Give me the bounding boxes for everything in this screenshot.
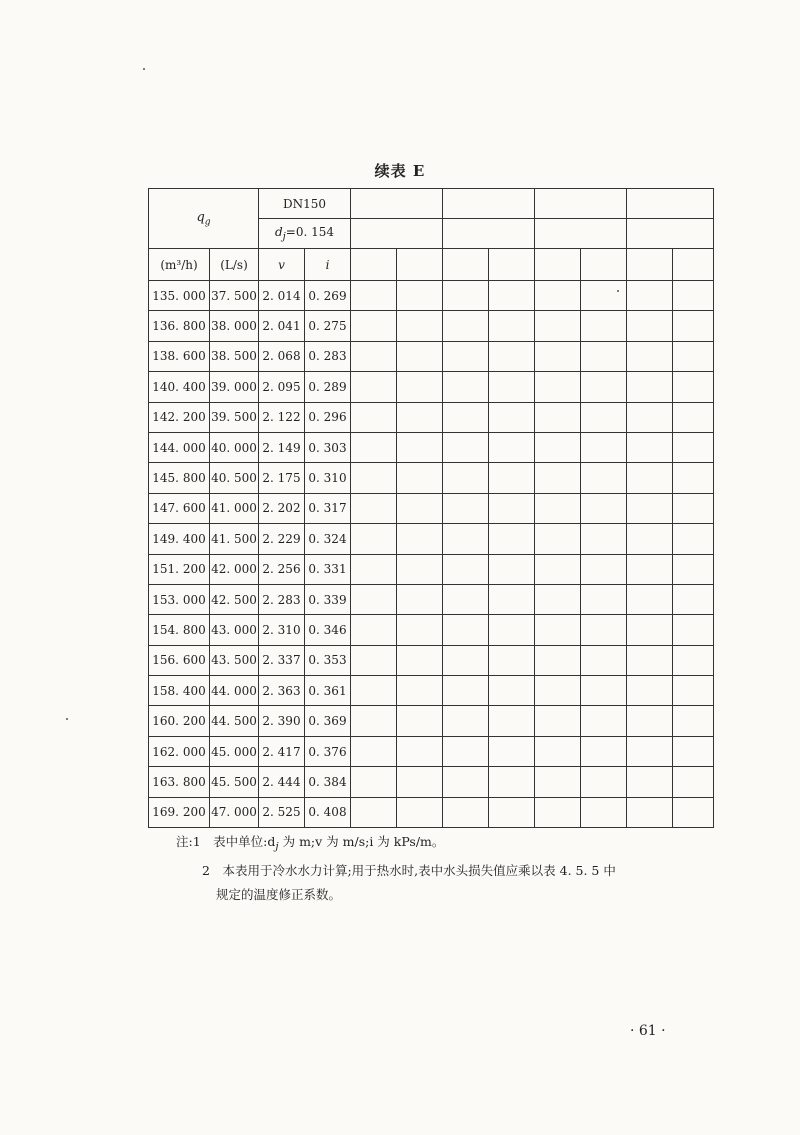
table-row bbox=[149, 281, 714, 311]
table-cell: 138. 600 bbox=[149, 341, 210, 371]
empty-cell bbox=[443, 706, 489, 736]
empty-cell bbox=[673, 249, 714, 281]
table-cell: 0. 310 bbox=[305, 463, 351, 493]
empty-cell bbox=[351, 189, 443, 219]
empty-cell bbox=[627, 341, 673, 371]
empty-cell bbox=[489, 676, 535, 706]
empty-cell bbox=[443, 432, 489, 462]
table-cell: 160. 200 bbox=[149, 706, 210, 736]
table-row bbox=[149, 311, 714, 341]
empty-cell bbox=[397, 402, 443, 432]
table-cell: 2. 390 bbox=[259, 706, 305, 736]
empty-cell bbox=[581, 736, 627, 766]
empty-cell bbox=[627, 249, 673, 281]
scan-speck bbox=[66, 718, 68, 720]
empty-cell bbox=[489, 249, 535, 281]
data-table bbox=[148, 188, 714, 828]
empty-cell bbox=[443, 372, 489, 402]
empty-cell bbox=[351, 372, 397, 402]
table-cell: 2. 202 bbox=[259, 493, 305, 523]
table-cell: 2. 175 bbox=[259, 463, 305, 493]
empty-cell bbox=[535, 463, 581, 493]
empty-cell bbox=[397, 676, 443, 706]
empty-cell bbox=[351, 797, 397, 827]
empty-cell bbox=[351, 524, 397, 554]
empty-cell bbox=[627, 311, 673, 341]
table-row bbox=[149, 615, 714, 645]
empty-cell bbox=[535, 706, 581, 736]
empty-cell bbox=[397, 432, 443, 462]
empty-cell bbox=[535, 524, 581, 554]
empty-cell bbox=[673, 281, 714, 311]
empty-cell bbox=[673, 706, 714, 736]
empty-cell bbox=[443, 676, 489, 706]
empty-cell bbox=[397, 524, 443, 554]
empty-cell bbox=[489, 524, 535, 554]
table-cell: 45. 500 bbox=[210, 767, 259, 797]
empty-cell bbox=[351, 432, 397, 462]
table-row bbox=[149, 493, 714, 523]
empty-cell bbox=[581, 554, 627, 584]
empty-cell bbox=[443, 219, 535, 249]
table-cell: 2. 363 bbox=[259, 676, 305, 706]
table-cell: 140. 400 bbox=[149, 372, 210, 402]
empty-cell bbox=[673, 402, 714, 432]
empty-cell bbox=[397, 706, 443, 736]
empty-cell bbox=[397, 493, 443, 523]
empty-cell bbox=[351, 584, 397, 614]
table-cell: 44. 000 bbox=[210, 676, 259, 706]
empty-cell bbox=[443, 645, 489, 675]
empty-cell bbox=[535, 554, 581, 584]
empty-cell bbox=[581, 645, 627, 675]
table-row bbox=[149, 797, 714, 827]
table-cell: 2. 525 bbox=[259, 797, 305, 827]
empty-cell bbox=[581, 372, 627, 402]
table-cell: 2. 256 bbox=[259, 554, 305, 584]
empty-cell bbox=[535, 736, 581, 766]
empty-cell bbox=[397, 767, 443, 797]
empty-cell bbox=[351, 736, 397, 766]
table-cell: 0. 331 bbox=[305, 554, 351, 584]
empty-cell bbox=[673, 645, 714, 675]
table-cell: 0. 346 bbox=[305, 615, 351, 645]
empty-cell bbox=[489, 645, 535, 675]
empty-cell bbox=[673, 797, 714, 827]
table-cell: 0. 289 bbox=[305, 372, 351, 402]
scan-speck bbox=[143, 68, 145, 70]
table-cell: 0. 376 bbox=[305, 736, 351, 766]
empty-cell bbox=[535, 615, 581, 645]
empty-cell bbox=[351, 219, 443, 249]
table-cell: 136. 800 bbox=[149, 311, 210, 341]
empty-cell bbox=[673, 584, 714, 614]
empty-cell bbox=[581, 463, 627, 493]
table-cell: 145. 800 bbox=[149, 463, 210, 493]
empty-cell bbox=[443, 524, 489, 554]
empty-cell bbox=[489, 402, 535, 432]
table-cell: 40. 500 bbox=[210, 463, 259, 493]
table-cell: 163. 800 bbox=[149, 767, 210, 797]
empty-cell bbox=[627, 219, 714, 249]
empty-cell bbox=[673, 311, 714, 341]
empty-cell bbox=[627, 584, 673, 614]
table-cell: 0. 324 bbox=[305, 524, 351, 554]
empty-cell bbox=[535, 767, 581, 797]
empty-cell bbox=[443, 341, 489, 371]
table-cell: 2. 283 bbox=[259, 584, 305, 614]
empty-cell bbox=[535, 281, 581, 311]
table-cell: 0. 317 bbox=[305, 493, 351, 523]
table-cell: 0. 353 bbox=[305, 645, 351, 675]
empty-cell bbox=[627, 402, 673, 432]
empty-cell bbox=[397, 615, 443, 645]
empty-cell bbox=[581, 402, 627, 432]
table-cell: 153. 000 bbox=[149, 584, 210, 614]
empty-cell bbox=[351, 281, 397, 311]
empty-cell bbox=[673, 372, 714, 402]
empty-cell bbox=[443, 615, 489, 645]
table-row bbox=[149, 524, 714, 554]
table-cell: 162. 000 bbox=[149, 736, 210, 766]
empty-cell bbox=[443, 554, 489, 584]
empty-cell bbox=[535, 676, 581, 706]
empty-cell bbox=[581, 432, 627, 462]
empty-cell bbox=[397, 736, 443, 766]
empty-cell bbox=[489, 341, 535, 371]
page-number: · 61 · bbox=[630, 1023, 666, 1039]
table-cell: 2. 417 bbox=[259, 736, 305, 766]
empty-cell bbox=[351, 311, 397, 341]
empty-cell bbox=[397, 463, 443, 493]
empty-cell bbox=[397, 372, 443, 402]
empty-cell bbox=[489, 463, 535, 493]
table-cell: 2. 095 bbox=[259, 372, 305, 402]
notes bbox=[176, 830, 616, 907]
table-row bbox=[149, 706, 714, 736]
empty-cell bbox=[351, 463, 397, 493]
empty-cell bbox=[443, 797, 489, 827]
qg-header: $q_g$ bbox=[149, 189, 259, 249]
empty-cell bbox=[397, 249, 443, 281]
empty-cell bbox=[489, 767, 535, 797]
table-cell: 2. 149 bbox=[259, 432, 305, 462]
empty-cell bbox=[627, 463, 673, 493]
empty-cell bbox=[627, 736, 673, 766]
empty-cell bbox=[581, 767, 627, 797]
empty-cell bbox=[673, 736, 714, 766]
table-cell: 151. 200 bbox=[149, 554, 210, 584]
empty-cell bbox=[581, 281, 627, 311]
empty-cell bbox=[535, 584, 581, 614]
table-cell: 38. 000 bbox=[210, 311, 259, 341]
empty-cell bbox=[581, 676, 627, 706]
empty-cell bbox=[489, 706, 535, 736]
empty-cell bbox=[351, 767, 397, 797]
table-cell: 169. 200 bbox=[149, 797, 210, 827]
empty-cell bbox=[489, 311, 535, 341]
empty-cell bbox=[535, 189, 627, 219]
empty-cell bbox=[351, 554, 397, 584]
empty-cell bbox=[397, 281, 443, 311]
empty-cell bbox=[443, 767, 489, 797]
empty-cell bbox=[627, 372, 673, 402]
table-row bbox=[149, 402, 714, 432]
table-row bbox=[149, 554, 714, 584]
table-row bbox=[149, 463, 714, 493]
empty-cell bbox=[351, 341, 397, 371]
empty-cell bbox=[535, 372, 581, 402]
empty-cell bbox=[627, 493, 673, 523]
i-header: i bbox=[305, 249, 351, 281]
empty-cell bbox=[535, 645, 581, 675]
empty-cell bbox=[581, 584, 627, 614]
empty-cell bbox=[581, 797, 627, 827]
empty-cell bbox=[581, 493, 627, 523]
empty-cell bbox=[443, 281, 489, 311]
empty-cell bbox=[627, 554, 673, 584]
empty-cell bbox=[673, 676, 714, 706]
dn-header: DN150 bbox=[259, 189, 351, 219]
unit-m3h-header: (m³/h) bbox=[149, 249, 210, 281]
table-cell: 44. 500 bbox=[210, 706, 259, 736]
table-cell: 39. 000 bbox=[210, 372, 259, 402]
empty-cell bbox=[581, 615, 627, 645]
empty-cell bbox=[673, 615, 714, 645]
table-cell: 0. 283 bbox=[305, 341, 351, 371]
table-cell: 0. 275 bbox=[305, 311, 351, 341]
empty-cell bbox=[535, 432, 581, 462]
table-cell: 0. 296 bbox=[305, 402, 351, 432]
table-row bbox=[149, 645, 714, 675]
table-row bbox=[149, 676, 714, 706]
v-header: v bbox=[259, 249, 305, 281]
empty-cell bbox=[443, 249, 489, 281]
scan-speck bbox=[617, 290, 619, 292]
table-cell: 135. 000 bbox=[149, 281, 210, 311]
empty-cell bbox=[397, 554, 443, 584]
table-cell: 142. 200 bbox=[149, 402, 210, 432]
table-cell: 156. 600 bbox=[149, 645, 210, 675]
empty-cell bbox=[489, 372, 535, 402]
note-2-continued: 规定的温度修正系数。 bbox=[216, 886, 342, 902]
table-cell: 154. 800 bbox=[149, 615, 210, 645]
table-cell: 0. 339 bbox=[305, 584, 351, 614]
empty-cell bbox=[535, 219, 627, 249]
note-1: 注:1 表中单位$:d_j$ 为 m;v 为 m/s;i 为 kPs/m。 bbox=[176, 834, 445, 853]
empty-cell bbox=[627, 797, 673, 827]
table-row bbox=[149, 584, 714, 614]
empty-cell bbox=[627, 432, 673, 462]
table-row bbox=[149, 432, 714, 462]
empty-cell bbox=[581, 341, 627, 371]
empty-cell bbox=[489, 281, 535, 311]
empty-cell bbox=[581, 311, 627, 341]
table-cell: 158. 400 bbox=[149, 676, 210, 706]
table-cell: 147. 600 bbox=[149, 493, 210, 523]
note-2: 2 本表用于冷水水力计算;用于热水时,表中水头损失值应乘以表 4. 5. 5 中 bbox=[202, 862, 616, 878]
table-cell: 37. 500 bbox=[210, 281, 259, 311]
table-cell: 2. 122 bbox=[259, 402, 305, 432]
table-title: 续表 E bbox=[374, 162, 426, 180]
empty-cell bbox=[627, 676, 673, 706]
empty-cell bbox=[489, 736, 535, 766]
table-cell: 43. 500 bbox=[210, 645, 259, 675]
table-cell: 2. 310 bbox=[259, 615, 305, 645]
table-row bbox=[149, 372, 714, 402]
table-cell: 0. 303 bbox=[305, 432, 351, 462]
empty-cell bbox=[673, 767, 714, 797]
unit-ls-header: (L/s) bbox=[210, 249, 259, 281]
empty-cell bbox=[627, 615, 673, 645]
empty-cell bbox=[397, 341, 443, 371]
empty-cell bbox=[351, 676, 397, 706]
empty-cell bbox=[581, 249, 627, 281]
empty-cell bbox=[489, 432, 535, 462]
empty-cell bbox=[489, 584, 535, 614]
empty-cell bbox=[535, 341, 581, 371]
empty-cell bbox=[397, 797, 443, 827]
table-cell: 38. 500 bbox=[210, 341, 259, 371]
table-cell: 0. 361 bbox=[305, 676, 351, 706]
empty-cell bbox=[351, 402, 397, 432]
empty-cell bbox=[535, 249, 581, 281]
empty-cell bbox=[489, 493, 535, 523]
table-cell: 41. 500 bbox=[210, 524, 259, 554]
empty-cell bbox=[673, 493, 714, 523]
table-cell: 2. 337 bbox=[259, 645, 305, 675]
table-row bbox=[149, 736, 714, 766]
empty-cell bbox=[397, 311, 443, 341]
table-cell: 149. 400 bbox=[149, 524, 210, 554]
empty-cell bbox=[535, 402, 581, 432]
empty-cell bbox=[535, 797, 581, 827]
empty-cell bbox=[627, 281, 673, 311]
table-cell: 2. 444 bbox=[259, 767, 305, 797]
table-cell: 144. 000 bbox=[149, 432, 210, 462]
empty-cell bbox=[397, 584, 443, 614]
empty-cell bbox=[673, 524, 714, 554]
empty-cell bbox=[351, 493, 397, 523]
empty-cell bbox=[489, 554, 535, 584]
empty-cell bbox=[443, 493, 489, 523]
empty-cell bbox=[673, 341, 714, 371]
empty-cell bbox=[489, 797, 535, 827]
table-cell: 39. 500 bbox=[210, 402, 259, 432]
empty-cell bbox=[627, 645, 673, 675]
table-cell: 0. 369 bbox=[305, 706, 351, 736]
empty-cell bbox=[627, 706, 673, 736]
empty-cell bbox=[535, 311, 581, 341]
empty-cell bbox=[627, 524, 673, 554]
table-cell: 42. 500 bbox=[210, 584, 259, 614]
empty-cell bbox=[443, 311, 489, 341]
empty-cell bbox=[351, 249, 397, 281]
empty-cell bbox=[443, 584, 489, 614]
table-cell: 43. 000 bbox=[210, 615, 259, 645]
empty-cell bbox=[627, 189, 714, 219]
empty-cell bbox=[443, 189, 535, 219]
empty-cell bbox=[351, 615, 397, 645]
dj-header: $d_j=0$. 154 bbox=[259, 219, 351, 249]
empty-cell bbox=[673, 554, 714, 584]
table-cell: 45. 000 bbox=[210, 736, 259, 766]
empty-cell bbox=[443, 402, 489, 432]
table-cell: 0. 384 bbox=[305, 767, 351, 797]
empty-cell bbox=[443, 736, 489, 766]
table-cell: 2. 229 bbox=[259, 524, 305, 554]
empty-cell bbox=[535, 493, 581, 523]
empty-cell bbox=[443, 463, 489, 493]
empty-cell bbox=[351, 706, 397, 736]
table-cell: 47. 000 bbox=[210, 797, 259, 827]
empty-cell bbox=[627, 767, 673, 797]
table-row bbox=[149, 767, 714, 797]
table-cell: 2. 014 bbox=[259, 281, 305, 311]
empty-cell bbox=[397, 645, 443, 675]
empty-cell bbox=[673, 463, 714, 493]
table-cell: 0. 269 bbox=[305, 281, 351, 311]
table-row bbox=[149, 341, 714, 371]
empty-cell bbox=[673, 432, 714, 462]
table-cell: 40. 000 bbox=[210, 432, 259, 462]
empty-cell bbox=[581, 706, 627, 736]
table-cell: 42. 000 bbox=[210, 554, 259, 584]
table-cell: 2. 041 bbox=[259, 311, 305, 341]
empty-cell bbox=[581, 524, 627, 554]
empty-cell bbox=[351, 645, 397, 675]
empty-cell bbox=[489, 615, 535, 645]
table-cell: 0. 408 bbox=[305, 797, 351, 827]
table-cell: 2. 068 bbox=[259, 341, 305, 371]
table-cell: 41. 000 bbox=[210, 493, 259, 523]
